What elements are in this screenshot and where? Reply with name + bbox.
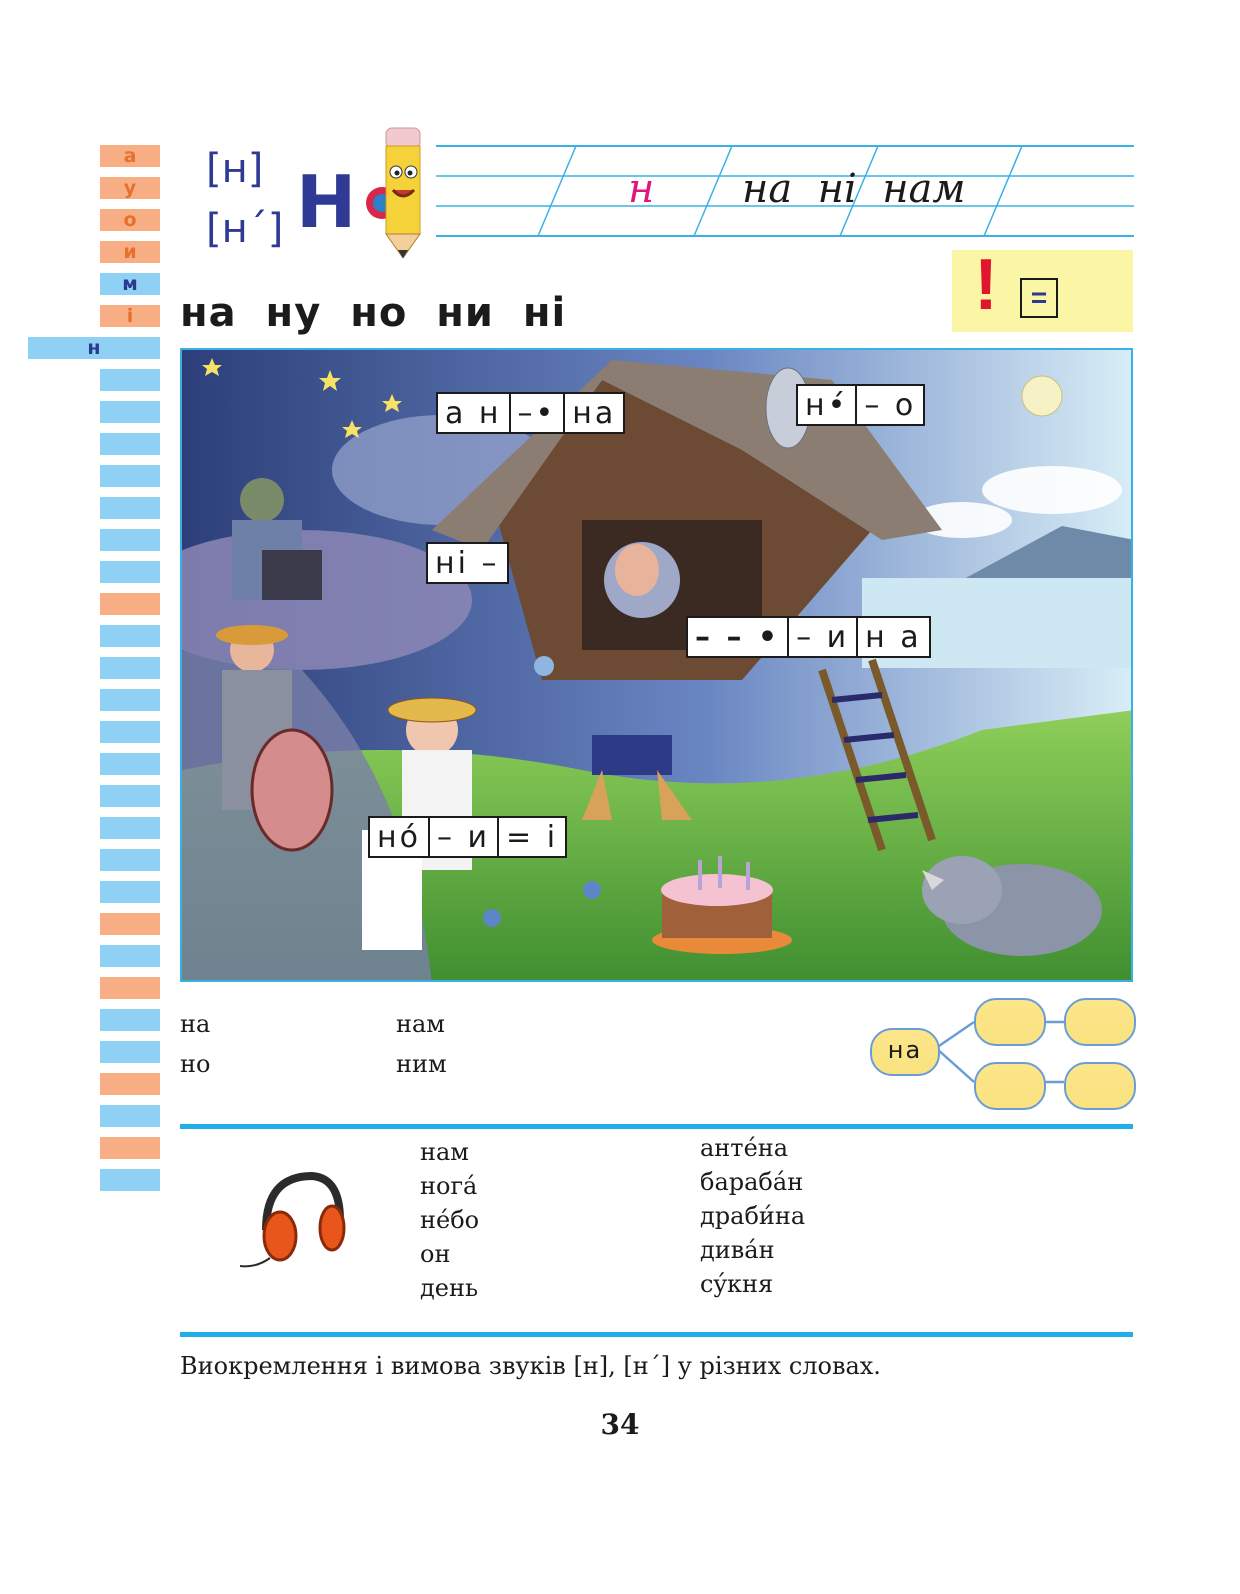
scheme-cell: но́	[370, 818, 430, 856]
strip-empty-cell	[100, 433, 160, 455]
reading-word: ним	[396, 1050, 447, 1078]
section-divider	[180, 1332, 1133, 1337]
sound-hard-n: [н]	[206, 146, 264, 192]
strip-empty-cell	[100, 401, 160, 423]
strip-empty-cell	[100, 1041, 160, 1063]
strip-empty-cell	[100, 785, 160, 807]
strip-empty-cell	[100, 753, 160, 775]
listening-word: драби́на	[700, 1202, 806, 1230]
listening-word: нам	[420, 1138, 469, 1166]
sound-soft-n: [н´]	[206, 206, 284, 252]
strip-letter-i: і	[100, 305, 160, 327]
strip-letter-o: о	[100, 209, 160, 231]
strip-empty-cell	[100, 561, 160, 583]
strip-letter-n-current: н	[28, 337, 160, 359]
strip-empty-cell	[100, 1073, 160, 1095]
strip-empty-cell	[100, 849, 160, 871]
big-letter-n: Н	[296, 160, 357, 244]
listening-word: дивáн	[700, 1236, 775, 1264]
pencil-mascot-icon	[364, 118, 434, 260]
rule-note-box	[952, 245, 1133, 332]
scheme-empty-pill	[1064, 998, 1136, 1046]
strip-empty-cell	[100, 497, 160, 519]
syllables-line: на ну но ни ні	[180, 290, 567, 336]
section-divider	[180, 1124, 1133, 1129]
scheme-cell: – о	[864, 387, 917, 423]
scheme-cell: – и	[789, 618, 858, 656]
strip-empty-cell	[100, 369, 160, 391]
strip-empty-cell	[100, 913, 160, 935]
scheme-root-pill: на	[870, 1028, 940, 1076]
strip-empty-cell	[100, 721, 160, 743]
scheme-cell: – – •	[688, 618, 789, 656]
listening-word: день	[420, 1274, 479, 1302]
scheme-label-antena	[436, 392, 625, 434]
strip-empty-cell	[100, 817, 160, 839]
strip-letter-y: и	[100, 241, 160, 263]
listening-word: нéбо	[420, 1206, 480, 1234]
listening-word: сýкня	[700, 1270, 774, 1298]
scene-drawing	[182, 350, 1133, 982]
strip-empty-cell	[100, 977, 160, 999]
scheme-empty-pill	[1064, 1062, 1136, 1110]
page-number: 34	[600, 1408, 640, 1441]
strip-empty-cell	[100, 529, 160, 551]
strip-empty-cell	[100, 1137, 160, 1159]
copybook-letter-n: н	[628, 166, 655, 212]
strip-empty-cell	[100, 1169, 160, 1191]
scheme-cell: = і	[506, 819, 559, 855]
scheme-cell: н•́	[798, 386, 857, 424]
strip-letter-u: у	[100, 177, 160, 199]
scheme-cell: а н	[438, 394, 511, 432]
scheme-cell: ні –	[435, 545, 500, 581]
scheme-cell: – и	[430, 818, 499, 856]
strip-letter-m: м	[100, 273, 160, 295]
scheme-label-nebo	[796, 384, 925, 426]
reading-word: на	[180, 1010, 211, 1038]
exclamation-icon: !	[974, 245, 998, 325]
scheme-cell: н а	[865, 619, 922, 655]
listening-word: он	[420, 1240, 451, 1268]
strip-empty-cell	[100, 625, 160, 647]
scheme-empty-pill	[974, 998, 1046, 1046]
copybook-words: на ні нам	[742, 166, 966, 212]
scheme-label-drabyna	[686, 616, 931, 658]
equals-box-icon: =	[1020, 278, 1058, 318]
strip-empty-cell	[100, 657, 160, 679]
listening-word: антéна	[700, 1134, 789, 1162]
listening-word: барабáн	[700, 1168, 804, 1196]
scheme-empty-pill	[974, 1062, 1046, 1110]
reading-word: но	[180, 1050, 211, 1078]
scheme-cell: –•	[511, 394, 566, 432]
strip-empty-cell	[100, 1105, 160, 1127]
reading-word: нам	[396, 1010, 445, 1038]
fairy-tale-scene-illustration	[180, 348, 1133, 982]
headphones-icon	[236, 1168, 346, 1272]
strip-empty-cell	[100, 689, 160, 711]
scheme-label-nozhytsi	[368, 816, 567, 858]
scheme-label-ni	[426, 542, 509, 584]
strip-letter-a: а	[100, 145, 160, 167]
strip-empty-cell	[100, 881, 160, 903]
strip-empty-cell	[100, 465, 160, 487]
strip-empty-cell	[100, 1009, 160, 1031]
listening-word: ногá	[420, 1172, 478, 1200]
strip-empty-cell	[100, 593, 160, 615]
scheme-cell: на	[572, 395, 617, 431]
strip-empty-cell	[100, 945, 160, 967]
lesson-caption: Виокремлення і вимова звуків [н], [н´] у різних словах.	[180, 1352, 881, 1380]
